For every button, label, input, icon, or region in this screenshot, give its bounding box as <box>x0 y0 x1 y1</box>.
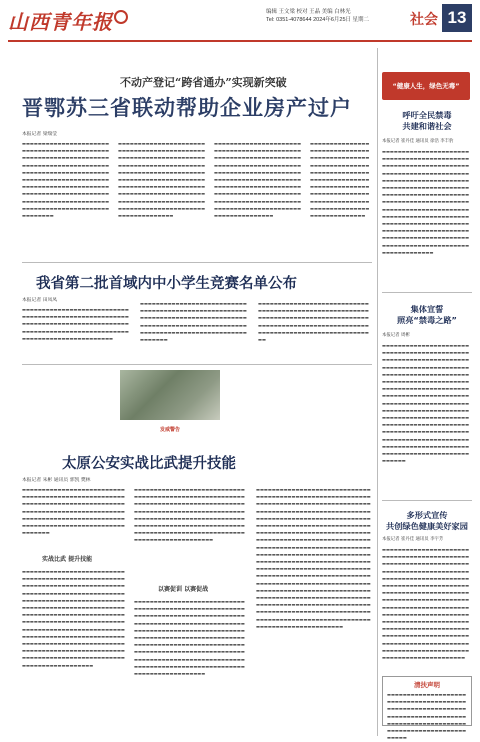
lead-text-col-1: ▬▬▬▬▬▬▬▬▬▬▬▬▬▬▬▬▬▬▬▬▬▬▬▬▬▬▬▬▬▬▬▬▬▬▬▬▬▬▬▬▬▬▬▬▬▬▬▬▬▬▬▬▬▬▬▬▬▬▬▬▬▬▬▬▬▬▬▬▬▬▬▬▬▬▬▬▬▬▬▬▬▬▬▬▬▬▬▬▬▬▬▬▬▬▬▬▬▬▬▬▬▬▬▬▬▬▬▬▬▬▬▬▬▬▬▬▬▬▬▬▬▬▬▬▬▬▬▬▬▬▬▬▬▬▬▬▬▬▬▬▬▬▬▬▬▬▬▬▬▬▬▬▬▬▬▬▬▬▬▬▬▬▬▬▬▬▬▬▬▬▬▬▬▬▬▬▬▬▬▬▬▬▬▬▬▬▬▬▬▬▬▬▬▬▬▬▬▬▬▬▬▬▬▬▬▬▬▬▬▬▬▬▬▬▬▬▬▬▬▬▬▬▬▬▬▬▬▬ <box>22 141 110 219</box>
lead-text-col-2: ▬▬▬▬▬▬▬▬▬▬▬▬▬▬▬▬▬▬▬▬▬▬▬▬▬▬▬▬▬▬▬▬▬▬▬▬▬▬▬▬▬▬▬▬▬▬▬▬▬▬▬▬▬▬▬▬▬▬▬▬▬▬▬▬▬▬▬▬▬▬▬▬▬▬▬▬▬▬▬▬▬▬▬▬▬▬▬▬▬▬▬▬▬▬▬▬▬▬▬▬▬▬▬▬▬▬▬▬▬▬▬▬▬▬▬▬▬▬▬▬▬▬▬▬▬▬▬▬▬▬▬▬▬▬▬▬▬▬▬▬▬▬▬▬▬▬▬▬▬▬▬▬▬▬▬▬▬▬▬▬▬▬▬▬▬▬▬▬▬▬▬▬▬▬▬▬▬▬▬▬▬▬▬▬▬▬▬▬▬▬▬▬▬▬▬▬▬▬▬▬▬▬▬▬▬▬▬▬▬▬▬▬▬▬▬▬▬▬▬▬▬▬▬▬▬▬▬▬▬▬▬▬▬▬ <box>118 141 206 219</box>
right-story-a-text: ▬▬▬▬▬▬▬▬▬▬▬▬▬▬▬▬▬▬▬▬▬▬▬▬▬▬▬▬▬▬▬▬▬▬▬▬▬▬▬▬▬▬▬▬▬▬▬▬▬▬▬▬▬▬▬▬▬▬▬▬▬▬▬▬▬▬▬▬▬▬▬▬▬▬▬▬▬▬▬▬▬▬▬▬▬▬▬▬▬▬▬▬▬▬▬▬▬▬▬▬▬▬▬▬▬▬▬▬▬▬▬▬▬▬▬▬▬▬▬▬▬▬▬▬▬▬▬▬▬▬▬▬▬▬▬▬▬▬▬▬▬▬▬▬▬▬▬▬▬▬▬▬▬▬▬▬▬▬▬▬▬▬▬▬▬▬▬▬▬▬▬▬▬▬▬▬▬▬▬▬▬▬▬▬▬▬▬▬▬▬▬▬▬▬▬▬▬▬▬▬▬▬▬▬▬▬▬▬▬▬▬▬▬▬▬▬▬▬▬▬▬▬▬▬▬▬▬▬▬▬▬▬▬▬▬▬▬▬▬▬▬▬▬▬▬▬▬▬▬▬▬▬▬▬▬▬▬▬▬▬▬▬▬▬▬▬▬▬▬▬▬▬▬▬▬▬▬▬▬▬▬▬▬▬▬▬▬▬▬▬▬▬▬▬▬▬▬▬▬▬▬▬▬▬▬▬▬▬▬▬▬▬▬▬▬▬▬▬▬▬▬ <box>382 149 470 255</box>
right-story-b-text: ▬▬▬▬▬▬▬▬▬▬▬▬▬▬▬▬▬▬▬▬▬▬▬▬▬▬▬▬▬▬▬▬▬▬▬▬▬▬▬▬▬▬▬▬▬▬▬▬▬▬▬▬▬▬▬▬▬▬▬▬▬▬▬▬▬▬▬▬▬▬▬▬▬▬▬▬▬▬▬▬▬▬▬▬▬▬▬▬▬▬▬▬▬▬▬▬▬▬▬▬▬▬▬▬▬▬▬▬▬▬▬▬▬▬▬▬▬▬▬▬▬▬▬▬▬▬▬▬▬▬▬▬▬▬▬▬▬▬▬▬▬▬▬▬▬▬▬▬▬▬▬▬▬▬▬▬▬▬▬▬▬▬▬▬▬▬▬▬▬▬▬▬▬▬▬▬▬▬▬▬▬▬▬▬▬▬▬▬▬▬▬▬▬▬▬▬▬▬▬▬▬▬▬▬▬▬▬▬▬▬▬▬▬▬▬▬▬▬▬▬▬▬▬▬▬▬▬▬▬▬▬▬▬▬▬▬▬▬▬▬▬▬▬▬▬▬▬▬▬▬▬▬▬▬▬▬▬▬▬▬▬▬▬▬▬▬▬▬▬▬▬▬▬▬▬▬▬▬▬▬▬▬▬▬▬▬▬▬▬▬▬▬▬▬▬▬▬▬▬▬▬▬▬▬▬▬▬▬▬▬▬▬▬▬▬▬▬▬▬▬▬▬▬▬▬▬▬▬▬▬▬▬▬▬▬▬▬▬▬▬▬▬▬▬▬▬▬▬▬▬▬▬▬▬▬▬▬▬ <box>382 343 470 464</box>
campaign-banner: “健康人生，绿色无毒” <box>382 72 470 100</box>
header-contact: 编辑 王文梁 校对 王晶 美编 白林光 Tel: 0351-4078644 2024年6月25日 星期二 <box>266 9 370 23</box>
logo-seal-icon <box>114 10 128 24</box>
right-story-c-byline: 本报记者 崔丹佳 通讯员 李宇芳 <box>382 537 444 542</box>
lead-headline: 晋鄂苏三省联动帮助企业房产过户 <box>22 96 352 120</box>
right-story-c-headline: 多形式宣传 共创绿色健康美好家园 <box>386 510 468 531</box>
column-separator <box>377 48 378 736</box>
story3-subhead-1: 实战比武 提升技能 <box>42 556 93 563</box>
story3-text-col-2b: ▬▬▬▬▬▬▬▬▬▬▬▬▬▬▬▬▬▬▬▬▬▬▬▬▬▬▬▬▬▬▬▬▬▬▬▬▬▬▬▬▬▬▬▬▬▬▬▬▬▬▬▬▬▬▬▬▬▬▬▬▬▬▬▬▬▬▬▬▬▬▬▬▬▬▬▬▬▬▬▬▬▬▬▬▬▬▬▬▬▬▬▬▬▬▬▬▬▬▬▬▬▬▬▬▬▬▬▬▬▬▬▬▬▬▬▬▬▬▬▬▬▬▬▬▬▬▬▬▬▬▬▬▬▬▬▬▬▬▬▬▬▬▬▬▬▬▬▬▬▬▬▬▬▬▬▬▬▬▬▬▬▬▬▬▬▬▬▬▬▬▬▬▬▬▬▬▬▬▬▬▬▬▬▬▬▬▬▬▬▬▬▬▬▬▬▬▬▬▬▬▬▬▬▬▬▬▬▬▬▬▬▬▬▬▬▬▬▬▬▬▬▬▬▬▬▬▬▬▬▬▬▬▬▬▬▬▬▬▬▬▬▬▬▬▬▬▬▬▬▬▬▬▬▬▬▬▬▬▬▬▬▬▬▬▬▬▬▬▬▬▬▬▬▬▬▬▬▬▬▬▬▬▬▬▬▬▬▬▬▬▬▬▬▬▬▬▬▬ <box>134 599 245 677</box>
story3-text-col-3: ▬▬▬▬▬▬▬▬▬▬▬▬▬▬▬▬▬▬▬▬▬▬▬▬▬▬▬▬▬▬▬▬▬▬▬▬▬▬▬▬▬▬▬▬▬▬▬▬▬▬▬▬▬▬▬▬▬▬▬▬▬▬▬▬▬▬▬▬▬▬▬▬▬▬▬▬▬▬▬▬▬▬▬▬▬▬▬▬▬▬▬▬▬▬▬▬▬▬▬▬▬▬▬▬▬▬▬▬▬▬▬▬▬▬▬▬▬▬▬▬▬▬▬▬▬▬▬▬▬▬▬▬▬▬▬▬▬▬▬▬▬▬▬▬▬▬▬▬▬▬▬▬▬▬▬▬▬▬▬▬▬▬▬▬▬▬▬▬▬▬▬▬▬▬▬▬▬▬▬▬▬▬▬▬▬▬▬▬▬▬▬▬▬▬▬▬▬▬▬▬▬▬▬▬▬▬▬▬▬▬▬▬▬▬▬▬▬▬▬▬▬▬▬▬▬▬▬▬▬▬▬▬▬▬▬▬▬▬▬▬▬▬▬▬▬▬▬▬▬▬▬▬▬▬▬▬▬▬▬▬▬▬▬▬▬▬▬▬▬▬▬▬▬▬▬▬▬▬▬▬▬▬▬▬▬▬▬▬▬▬▬▬▬▬▬▬▬▬▬▬▬▬▬▬▬▬▬▬▬▬▬▬▬▬▬▬▬▬▬▬▬▬▬▬▬▬▬▬▬▬▬▬▬▬▬▬▬▬▬▬▬▬▬▬▬▬▬▬▬▬▬▬▬▬▬▬▬▬▬▬▬▬▬▬▬▬▬▬▬▬▬▬▬▬▬▬▬▬▬▬▬▬▬▬▬▬▬▬▬▬▬▬▬▬▬▬▬▬▬▬▬▬▬▬▬▬▬▬▬▬▬▬▬▬▬▬▬▬▬▬▬▬▬▬▬▬▬▬▬▬▬▬▬▬▬▬▬▬▬▬▬▬▬▬▬▬▬▬▬▬▬▬▬▬▬▬▬▬▬▬▬▬▬▬▬▬▬▬▬▬▬▬▬▬▬▬▬▬▬▬▬▬▬▬▬▬▬▬▬▬▬▬▬▬▬▬▬▬▬▬▬▬▬▬▬▬▬▬▬▬▬▬▬▬▬▬▬▬▬▬▬▬▬▬▬▬▬▬▬▬▬▬▬▬▬▬▬▬▬▬▬▬▬▬▬▬▬▬▬▬▬▬▬▬▬▬▬▬▬▬▬▬▬▬▬▬▬▬▬▬▬▬▬ <box>256 487 371 629</box>
newspaper-logo: 山西青年报 <box>8 10 113 34</box>
page-number: 13 <box>442 4 472 32</box>
statement-title: 清扶声明 <box>414 681 440 689</box>
story2-text-col-3: ▬▬▬▬▬▬▬▬▬▬▬▬▬▬▬▬▬▬▬▬▬▬▬▬▬▬▬▬▬▬▬▬▬▬▬▬▬▬▬▬▬▬▬▬▬▬▬▬▬▬▬▬▬▬▬▬▬▬▬▬▬▬▬▬▬▬▬▬▬▬▬▬▬▬▬▬▬▬▬▬▬▬▬▬▬▬▬▬▬▬▬▬▬▬▬▬▬▬▬▬▬▬▬▬▬▬▬▬▬▬▬▬▬▬▬▬▬▬▬▬▬▬▬▬▬▬▬▬▬▬▬▬▬▬▬▬▬▬▬▬▬▬ <box>258 301 369 343</box>
story3-subhead-2: 以赛促训 以赛促战 <box>158 586 209 593</box>
lead-byline: 本报记者 梁瑞莹 <box>22 132 58 137</box>
lead-kicker: 不动产登记“跨省通办”实现新突破 <box>120 76 287 89</box>
right-divider-1 <box>382 292 472 293</box>
police-training-photo <box>120 370 220 420</box>
story2-byline: 本报记者 田凤凤 <box>22 298 58 303</box>
story2-text-col-1: ▬▬▬▬▬▬▬▬▬▬▬▬▬▬▬▬▬▬▬▬▬▬▬▬▬▬▬▬▬▬▬▬▬▬▬▬▬▬▬▬▬▬▬▬▬▬▬▬▬▬▬▬▬▬▬▬▬▬▬▬▬▬▬▬▬▬▬▬▬▬▬▬▬▬▬▬▬▬▬▬▬▬▬▬▬▬▬▬▬▬▬▬▬▬▬▬▬▬▬▬▬▬▬▬▬▬▬▬▬▬▬▬▬▬▬▬▬▬▬▬▬▬▬▬▬▬▬▬▬▬▬ <box>22 307 129 341</box>
divider-2 <box>22 364 372 365</box>
statement-box <box>382 676 472 741</box>
lead-text-col-4: ▬▬▬▬▬▬▬▬▬▬▬▬▬▬▬▬▬▬▬▬▬▬▬▬▬▬▬▬▬▬▬▬▬▬▬▬▬▬▬▬▬▬▬▬▬▬▬▬▬▬▬▬▬▬▬▬▬▬▬▬▬▬▬▬▬▬▬▬▬▬▬▬▬▬▬▬▬▬▬▬▬▬▬▬▬▬▬▬▬▬▬▬▬▬▬▬▬▬▬▬▬▬▬▬▬▬▬▬▬▬▬▬▬▬▬▬▬▬▬▬▬▬▬▬▬▬▬▬▬▬▬▬▬▬▬▬▬▬▬▬▬▬▬▬▬▬▬▬▬▬▬▬▬▬▬▬▬▬▬▬▬▬▬▬ <box>310 141 370 219</box>
right-divider-2 <box>382 500 472 501</box>
right-story-a-byline: 本报记者 崔丹佳 通讯员 徐浩 李丰豹 <box>382 139 454 144</box>
statement-text: ▬▬▬▬▬▬▬▬▬▬▬▬▬▬▬▬▬▬▬▬▬▬▬▬▬▬▬▬▬▬▬▬▬▬▬▬▬▬▬▬▬▬▬▬▬▬▬▬▬▬▬▬▬▬▬▬▬▬▬▬▬▬▬▬▬▬▬▬▬▬▬▬▬▬▬▬▬▬▬▬▬▬▬▬▬▬▬▬▬▬▬▬▬▬▬▬▬▬▬▬▬▬▬▬▬▬▬▬▬▬▬▬▬▬▬▬▬▬▬▬▬▬▬▬▬ <box>387 692 467 741</box>
story2-text-col-2: ▬▬▬▬▬▬▬▬▬▬▬▬▬▬▬▬▬▬▬▬▬▬▬▬▬▬▬▬▬▬▬▬▬▬▬▬▬▬▬▬▬▬▬▬▬▬▬▬▬▬▬▬▬▬▬▬▬▬▬▬▬▬▬▬▬▬▬▬▬▬▬▬▬▬▬▬▬▬▬▬▬▬▬▬▬▬▬▬▬▬▬▬▬▬▬▬▬▬▬▬▬▬▬▬▬▬▬▬▬▬▬▬▬▬▬▬▬▬▬▬▬▬▬▬▬▬▬▬▬▬▬▬▬▬▬▬▬▬▬▬▬▬ <box>140 301 247 343</box>
story3-text-col-1a: ▬▬▬▬▬▬▬▬▬▬▬▬▬▬▬▬▬▬▬▬▬▬▬▬▬▬▬▬▬▬▬▬▬▬▬▬▬▬▬▬▬▬▬▬▬▬▬▬▬▬▬▬▬▬▬▬▬▬▬▬▬▬▬▬▬▬▬▬▬▬▬▬▬▬▬▬▬▬▬▬▬▬▬▬▬▬▬▬▬▬▬▬▬▬▬▬▬▬▬▬▬▬▬▬▬▬▬▬▬▬▬▬▬▬▬▬▬▬▬▬▬▬▬▬▬▬▬▬▬▬▬▬▬▬▬▬▬▬▬▬▬▬▬▬▬▬▬▬▬▬▬▬▬▬▬▬▬▬▬▬▬▬▬ <box>22 487 125 536</box>
masthead <box>8 4 472 38</box>
right-story-b-headline: 集体宣誓 照亮“禁毒之路” <box>397 304 457 325</box>
divider-1 <box>22 262 372 263</box>
header-rule <box>8 40 472 42</box>
story3-text-col-2a: ▬▬▬▬▬▬▬▬▬▬▬▬▬▬▬▬▬▬▬▬▬▬▬▬▬▬▬▬▬▬▬▬▬▬▬▬▬▬▬▬▬▬▬▬▬▬▬▬▬▬▬▬▬▬▬▬▬▬▬▬▬▬▬▬▬▬▬▬▬▬▬▬▬▬▬▬▬▬▬▬▬▬▬▬▬▬▬▬▬▬▬▬▬▬▬▬▬▬▬▬▬▬▬▬▬▬▬▬▬▬▬▬▬▬▬▬▬▬▬▬▬▬▬▬▬▬▬▬▬▬▬▬▬▬▬▬▬▬▬▬▬▬▬▬▬▬▬▬▬▬▬▬▬▬▬▬▬▬▬▬▬▬▬▬▬▬▬▬▬▬▬▬▬▬▬▬▬▬▬▬▬▬▬▬▬▬▬▬▬▬▬▬▬▬▬▬▬▬▬▬▬▬▬▬▬▬▬▬▬▬▬▬▬▬▬▬ <box>134 487 245 543</box>
story3-headline: 太原公安实战比武提升技能 <box>62 456 236 472</box>
right-story-b-byline: 本报记者 周彬 <box>382 333 410 338</box>
right-story-a-headline: 呼吁全民禁毒 共建和谐社会 <box>402 110 452 131</box>
section-name: 社会 <box>410 12 438 28</box>
story2-headline: 我省第二批首域内中小学生竞赛名单公布 <box>36 276 297 292</box>
right-story-c-text: ▬▬▬▬▬▬▬▬▬▬▬▬▬▬▬▬▬▬▬▬▬▬▬▬▬▬▬▬▬▬▬▬▬▬▬▬▬▬▬▬▬▬▬▬▬▬▬▬▬▬▬▬▬▬▬▬▬▬▬▬▬▬▬▬▬▬▬▬▬▬▬▬▬▬▬▬▬▬▬▬▬▬▬▬▬▬▬▬▬▬▬▬▬▬▬▬▬▬▬▬▬▬▬▬▬▬▬▬▬▬▬▬▬▬▬▬▬▬▬▬▬▬▬▬▬▬▬▬▬▬▬▬▬▬▬▬▬▬▬▬▬▬▬▬▬▬▬▬▬▬▬▬▬▬▬▬▬▬▬▬▬▬▬▬▬▬▬▬▬▬▬▬▬▬▬▬▬▬▬▬▬▬▬▬▬▬▬▬▬▬▬▬▬▬▬▬▬▬▬▬▬▬▬▬▬▬▬▬▬▬▬▬▬▬▬▬▬▬▬▬▬▬▬▬▬▬▬▬▬▬▬▬▬▬▬▬▬▬▬▬▬▬▬▬▬▬▬▬▬▬▬▬▬▬▬▬▬▬▬▬▬▬▬▬▬▬▬▬▬▬▬▬▬▬▬▬▬▬▬▬▬▬▬▬▬▬▬▬▬▬▬▬▬▬▬▬▬▬▬▬▬▬▬▬▬▬▬▬▬▬▬▬▬▬▬▬▬▬▬▬▬▬▬▬▬▬▬▬▬▬▬▬▬▬▬▬▬▬▬▬▬▬▬▬▬▬▬▬▬▬▬ <box>382 547 470 661</box>
lead-text-col-3: ▬▬▬▬▬▬▬▬▬▬▬▬▬▬▬▬▬▬▬▬▬▬▬▬▬▬▬▬▬▬▬▬▬▬▬▬▬▬▬▬▬▬▬▬▬▬▬▬▬▬▬▬▬▬▬▬▬▬▬▬▬▬▬▬▬▬▬▬▬▬▬▬▬▬▬▬▬▬▬▬▬▬▬▬▬▬▬▬▬▬▬▬▬▬▬▬▬▬▬▬▬▬▬▬▬▬▬▬▬▬▬▬▬▬▬▬▬▬▬▬▬▬▬▬▬▬▬▬▬▬▬▬▬▬▬▬▬▬▬▬▬▬▬▬▬▬▬▬▬▬▬▬▬▬▬▬▬▬▬▬▬▬▬▬▬▬▬▬▬▬▬▬▬▬▬▬▬▬▬▬▬▬▬▬▬▬▬▬▬▬▬▬▬▬▬▬▬▬▬▬▬▬▬▬▬▬▬▬▬▬▬▬▬▬▬▬▬▬▬▬▬▬▬▬▬▬▬▬▬▬▬▬▬▬▬ <box>214 141 302 219</box>
story3-text-col-1b: ▬▬▬▬▬▬▬▬▬▬▬▬▬▬▬▬▬▬▬▬▬▬▬▬▬▬▬▬▬▬▬▬▬▬▬▬▬▬▬▬▬▬▬▬▬▬▬▬▬▬▬▬▬▬▬▬▬▬▬▬▬▬▬▬▬▬▬▬▬▬▬▬▬▬▬▬▬▬▬▬▬▬▬▬▬▬▬▬▬▬▬▬▬▬▬▬▬▬▬▬▬▬▬▬▬▬▬▬▬▬▬▬▬▬▬▬▬▬▬▬▬▬▬▬▬▬▬▬▬▬▬▬▬▬▬▬▬▬▬▬▬▬▬▬▬▬▬▬▬▬▬▬▬▬▬▬▬▬▬▬▬▬▬▬▬▬▬▬▬▬▬▬▬▬▬▬▬▬▬▬▬▬▬▬▬▬▬▬▬▬▬▬▬▬▬▬▬▬▬▬▬▬▬▬▬▬▬▬▬▬▬▬▬▬▬▬▬▬▬▬▬▬▬▬▬▬▬▬▬▬▬▬▬▬▬▬▬▬▬▬▬▬▬▬▬▬▬▬▬▬▬▬▬▬▬▬▬▬▬▬▬▬▬▬▬▬▬▬▬▬▬▬▬▬▬▬▬▬▬▬▬▬▬▬▬▬▬▬▬▬▬▬▬▬▬▬▬▬▬▬▬▬▬▬▬▬▬▬▬▬▬▬▬▬▬▬▬▬▬▬▬▬▬▬▬▬▬▬▬▬▬▬▬▬▬▬▬▬▬▬▬▬▬▬▬▬▬▬▬▬▬▬▬▬▬▬ <box>22 569 125 668</box>
story3-byline: 本报记者 朱彬 通讯员 郭凯 樊林 <box>22 478 91 483</box>
photo-caption: 发威警告 <box>160 427 181 433</box>
